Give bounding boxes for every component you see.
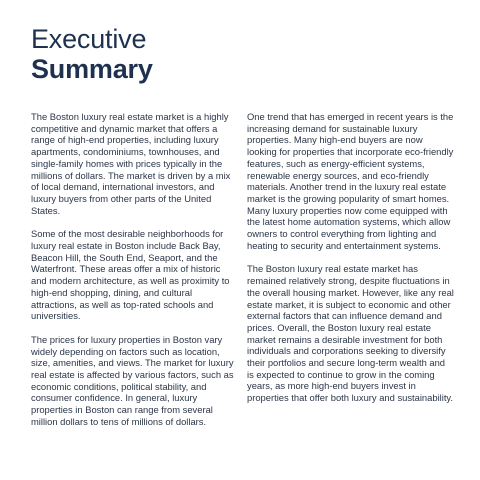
paragraph-market-outlook: The Boston luxury real estate market has remained relatively strong, despite fluctuations in the overall housing market. However, like any real estate market, it is subject to economic and other external factors that can influence demand and prices. Overall, the Boston luxury real estate market remains a desirable investment for both individuals and corporations seeking to diversify their portfolios and secure long-term wealth and is expected to continue to grow in the coming years, as more high-end buyers invest in properties that offer both luxury and sustainability. xyxy=(247,263,454,404)
title-line-summary: Summary xyxy=(31,54,153,84)
paragraph-trends: One trend that has emerged in recent years is the increasing demand for sustainable luxury properties. Many high-end buyers are now looking for properties that incorporate eco-friendly features, such as energy-efficient systems, renewable energy sources, and eco-friendly materials. Another trend in the luxury real estate market is the growing popularity of smart homes. Many luxury properties now come equipped with the latest home automation systems, which allow owners to control everything from lighting and heating to security and entertainment systems. xyxy=(247,111,454,251)
left-column xyxy=(31,111,236,440)
paragraph-prices: The prices for luxury properties in Boston vary widely depending on factors such as location, size, amenities, and views. The market for luxury real estate is affected by various factors, such as economic conditions, political stability, and consumer confidence. In general, luxury properties in Boston can range from several million dollars to tens of millions of dollars. xyxy=(31,333,234,427)
page-title xyxy=(31,24,153,84)
paragraph-market-overview: The Boston luxury real estate market is a highly competitive and dynamic market that offers a range of high-end properties, including luxury apartments, condominiums, townhouses, and single-family homes with prices typically in the millions of dollars. The market is driven by a mix of local demand, international investors, and luxury buyers from other parts of the United States. xyxy=(31,111,231,216)
right-column xyxy=(247,111,454,416)
paragraph-neighborhoods: Some of the most desirable neighborhoods for luxury real estate in Boston include Back Bay, Beacon Hill, the South End, Seaport, and the Waterfront. These areas offer a mix of historic and modern architecture, as well as proximity to high-end shopping, dining, and cultural attractions, as well as top-rated schools and universities. xyxy=(31,228,230,322)
title-line-executive: Executive xyxy=(31,24,147,54)
